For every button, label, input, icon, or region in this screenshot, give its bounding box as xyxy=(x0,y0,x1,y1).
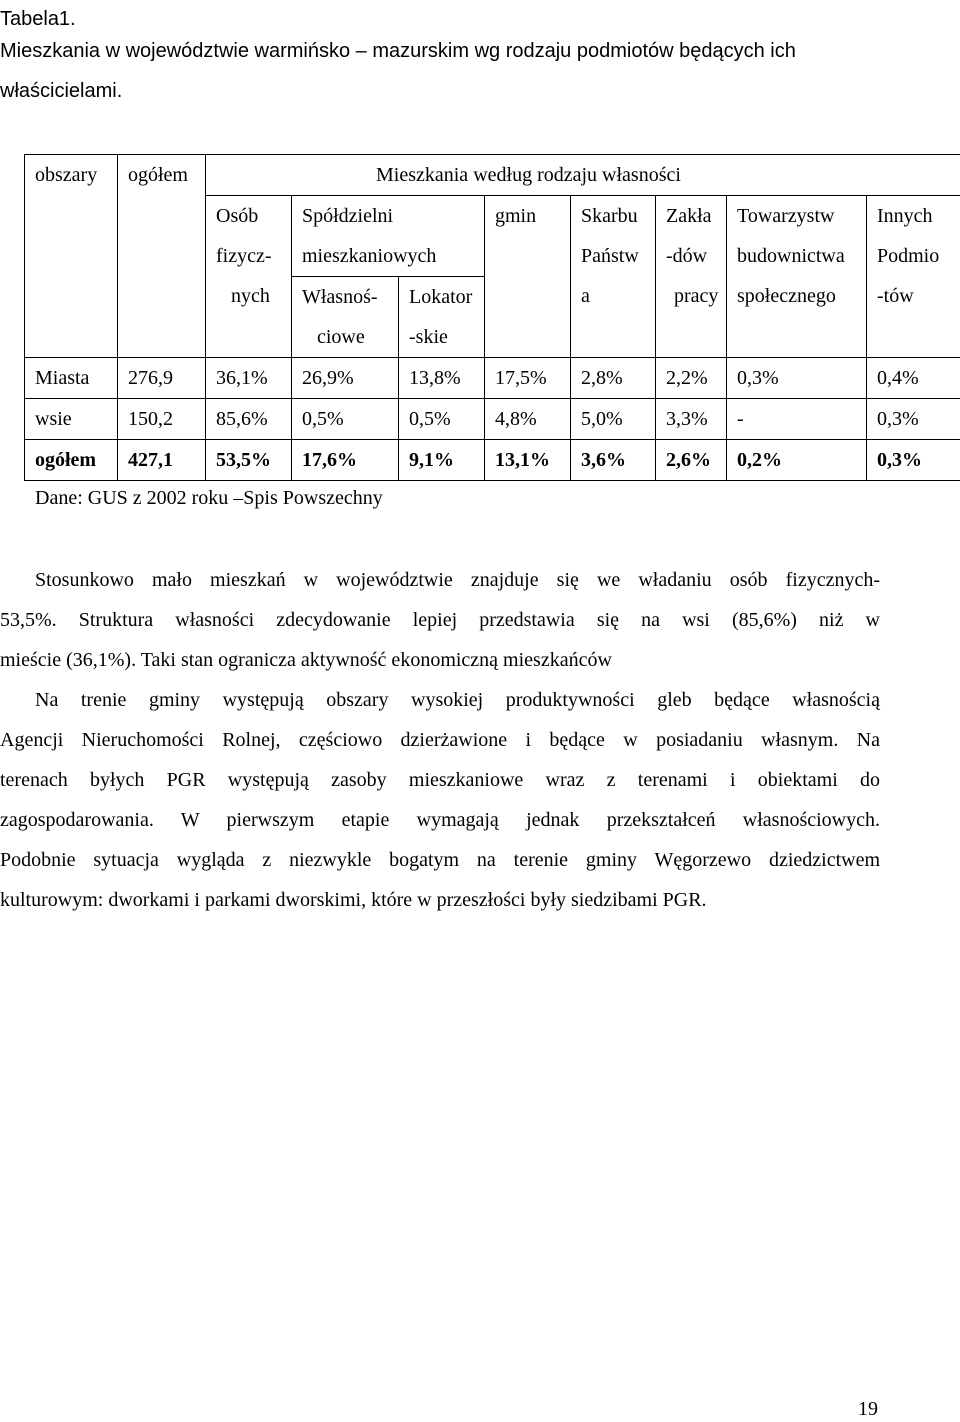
cell: 0,5% xyxy=(292,399,399,440)
cell: 17,5% xyxy=(485,358,571,399)
header-innych-2: Podmio xyxy=(867,236,960,277)
header-ogolem: ogółem xyxy=(118,155,206,196)
header-towarz-3: społecznego xyxy=(727,277,867,318)
table-source-note: Dane: GUS z 2002 roku –Spis Powszechny xyxy=(35,485,383,511)
table-row xyxy=(25,358,960,399)
header-spoldz-2: mieszkaniowych xyxy=(292,236,485,277)
header-towarz-2: budownictwa xyxy=(727,236,867,277)
cell: 2,8% xyxy=(571,358,656,399)
header-wlasn-2: ciowe xyxy=(292,317,399,358)
cell: 36,1% xyxy=(206,358,292,399)
header-gmin: gmin xyxy=(485,196,571,237)
cell: 0,3% xyxy=(727,358,867,399)
header-zakla-1: Zakła xyxy=(656,196,727,237)
header-lokator-2: -skie xyxy=(399,317,485,358)
header-obszary: obszary xyxy=(25,155,118,196)
cell: 276,9 xyxy=(118,358,206,399)
header-osob-2: fizycz- xyxy=(206,236,292,277)
header-skarbu-2: Państw xyxy=(571,236,656,277)
paragraph-line: Podobnie sytuacja wygląda z niezwykle bogatym na terenie gminy Węgorzewo dziedzictwem xyxy=(0,840,880,880)
cell: 3,3% xyxy=(656,399,727,440)
housing-ownership-table xyxy=(24,154,960,481)
header-wlasn-1: Własnoś- xyxy=(292,277,399,318)
cell: 0,3% xyxy=(867,399,960,440)
cell: 0,4% xyxy=(867,358,960,399)
paragraph-line: Agencji Nieruchomości Rolnej, częściowo dzierżawione i będące w posiadaniu własnym. Na xyxy=(0,720,880,760)
header-ownership-group: Mieszkania według rodzaju własności xyxy=(206,155,960,196)
header-innych-3: -tów xyxy=(867,277,960,318)
paragraph-line: mieście (36,1%). Taki stan ogranicza aktywność ekonomiczną mieszkańców xyxy=(0,640,880,680)
cell: 0,3% xyxy=(867,440,960,481)
table-row-total xyxy=(25,440,960,481)
cell: 17,6% xyxy=(292,440,399,481)
paragraph-line: Na trenie gminy występują obszary wysokiej produktywności gleb będące własnością xyxy=(35,680,880,720)
row-label: Miasta xyxy=(25,358,118,399)
paragraph-line: zagospodarowania. W pierwszym etapie wymagają jednak przekształceń własnościowych. xyxy=(0,800,880,840)
paragraph-line: Stosunkowo mało mieszkań w województwie znajduje się we władaniu osób fizycznych- xyxy=(35,560,880,600)
header-towarz-1: Towarzystw xyxy=(727,196,867,237)
cell: - xyxy=(727,399,867,440)
header-spoldz-1: Spółdzielni xyxy=(292,196,485,237)
cell: 13,8% xyxy=(399,358,485,399)
paragraph-line: terenach byłych PGR występują zasoby mieszkaniowe wraz z terenami i obiektami do xyxy=(0,760,880,800)
header-osob-3: nych xyxy=(206,277,292,318)
cell: 2,6% xyxy=(656,440,727,481)
cell: 427,1 xyxy=(118,440,206,481)
page-number: 19 xyxy=(858,1396,878,1422)
paragraph-line: 53,5%. Struktura własności zdecydowanie lepiej przedstawia się na wsi (85,6%) niż w xyxy=(0,600,880,640)
header-zakla-2: -dów xyxy=(656,236,727,277)
table-row xyxy=(25,399,960,440)
table-caption-title-continued: właścicielami. xyxy=(0,78,122,104)
paragraph-line: kulturowym: dworkami i parkami dworskimi, które w przeszłości były siedzibami PGR. xyxy=(0,880,880,920)
cell: 150,2 xyxy=(118,399,206,440)
cell: 0,5% xyxy=(399,399,485,440)
cell: 53,5% xyxy=(206,440,292,481)
header-skarbu-1: Skarbu xyxy=(571,196,656,237)
header-zakla-3: pracy xyxy=(656,277,727,318)
header-osob-1: Osób xyxy=(206,196,292,237)
header-innych-1: Innych xyxy=(867,196,960,237)
cell: 26,9% xyxy=(292,358,399,399)
cell: 13,1% xyxy=(485,440,571,481)
cell: 9,1% xyxy=(399,440,485,481)
cell: 85,6% xyxy=(206,399,292,440)
cell: 0,2% xyxy=(727,440,867,481)
header-lokator-1: Lokator xyxy=(399,277,485,318)
row-label: wsie xyxy=(25,399,118,440)
cell: 2,2% xyxy=(656,358,727,399)
table-caption-title: Mieszkania w województwie warmińsko – mazurskim wg rodzaju podmiotów będących ich xyxy=(0,38,796,64)
cell: 5,0% xyxy=(571,399,656,440)
row-label: ogółem xyxy=(25,440,118,481)
table-caption-label: Tabela1. xyxy=(0,6,76,32)
header-skarbu-3: a xyxy=(571,277,656,318)
cell: 3,6% xyxy=(571,440,656,481)
cell: 4,8% xyxy=(485,399,571,440)
